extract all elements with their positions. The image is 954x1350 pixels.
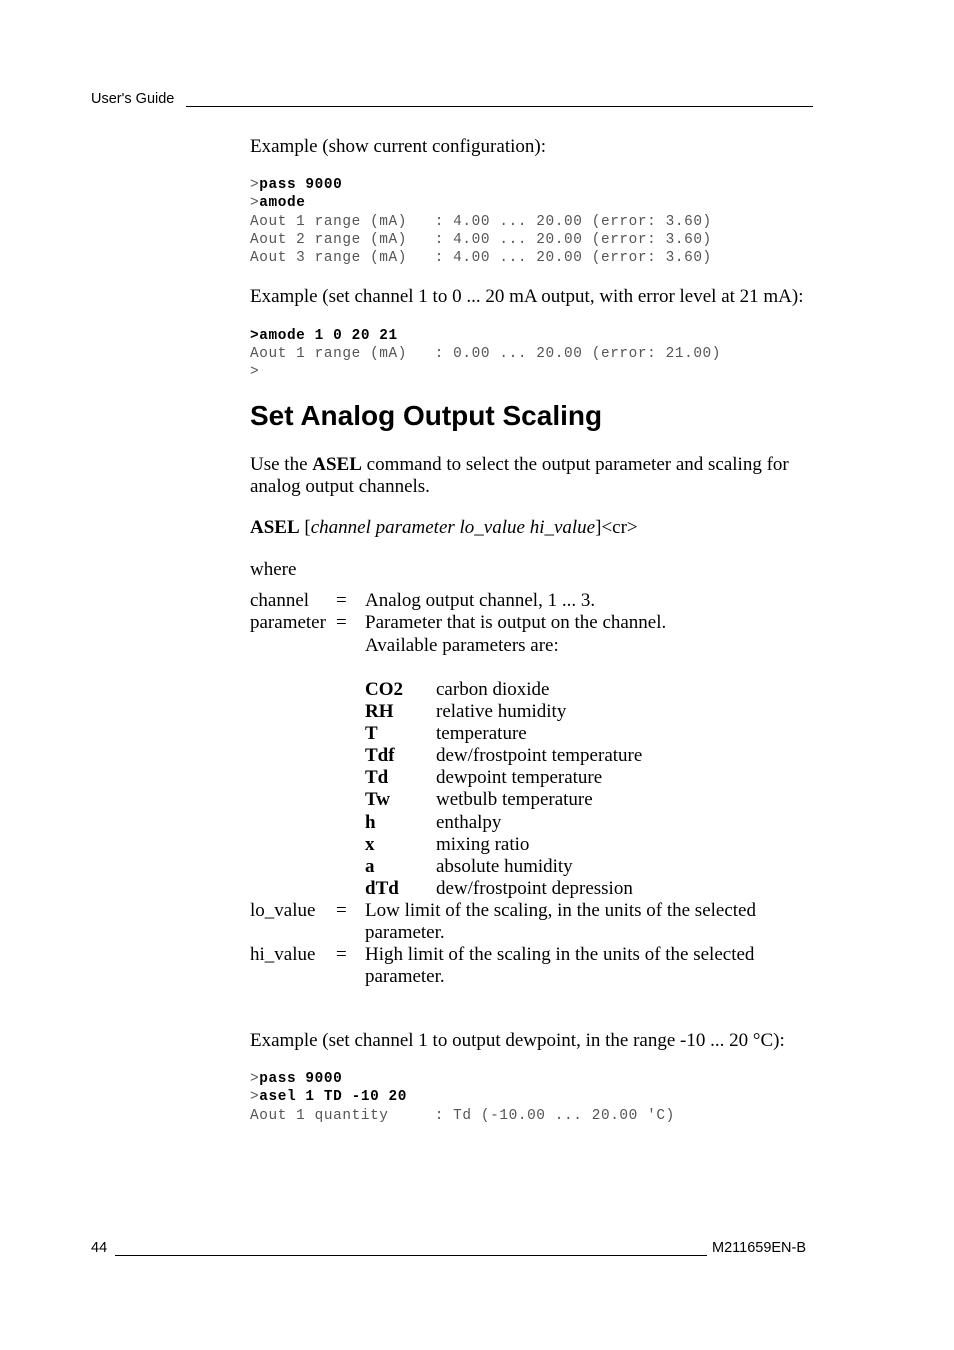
example-1-caption: Example (show current configuration): (250, 136, 546, 157)
example-2-output: Aout 1 range (mA) : 0.00 ... 20.00 (error: 21.00) (250, 346, 722, 362)
example-1-output-line: Aout 1 range (mA) : 4.00 ... 20.00 (error: 3.60) (250, 214, 712, 230)
def-desc-hi-value: High limit of the scaling in the units of the selected (365, 944, 755, 965)
example-3-output: Aout 1 quantity : Td (-10.00 ... 20.00 'C) (250, 1108, 675, 1124)
param-code: RH (365, 701, 394, 722)
def-equals: = (336, 900, 347, 921)
example-1-output-line: Aout 2 range (mA) : 4.00 ... 20.00 (error: 3.60) (250, 232, 712, 248)
section-title: Set Analog Output Scaling (250, 400, 603, 431)
example-3-caption: Example (set channel 1 to output dewpoint, in the range -10 ... 20 °C): (250, 1030, 785, 1051)
def-equals: = (336, 590, 347, 611)
def-desc-parameter: Parameter that is output on the channel. (365, 612, 667, 633)
param-desc: mixing ratio (436, 834, 530, 855)
def-desc-parameter-2: Available parameters are: (365, 635, 559, 656)
example-1-command-2: >amode (250, 195, 306, 211)
param-code: Td (365, 767, 389, 788)
example-1-output-line: Aout 3 range (mA) : 4.00 ... 20.00 (error: 3.60) (250, 250, 712, 266)
param-code: Tw (365, 789, 390, 810)
param-desc: relative humidity (436, 701, 567, 722)
page-number: 44 (91, 1240, 108, 1256)
example-3-command-1: >pass 9000 (250, 1071, 343, 1087)
def-term-channel: channel (250, 590, 310, 611)
param-desc: dew/frostpoint depression (436, 878, 633, 899)
param-desc: absolute humidity (436, 856, 573, 877)
example-1-command-1: >pass 9000 (250, 177, 343, 193)
running-header: User's Guide (91, 91, 175, 107)
where-label: where (250, 559, 297, 580)
footer-rule (115, 1255, 707, 1256)
document-id: M211659EN-B (712, 1240, 807, 1256)
param-code: a (365, 856, 375, 877)
example-2-command: >amode 1 0 20 21 (250, 328, 398, 344)
header-rule (186, 106, 813, 107)
def-term-hi-value: hi_value (250, 944, 316, 965)
param-code: dTd (365, 878, 399, 899)
param-desc: carbon dioxide (436, 679, 550, 700)
intro-line-2: analog output channels. (250, 476, 430, 497)
param-desc: dewpoint temperature (436, 767, 603, 788)
def-desc-channel: Analog output channel, 1 ... 3. (365, 590, 596, 611)
param-code: Tdf (365, 745, 395, 766)
example-2-prompt: > (250, 364, 260, 380)
syntax-line: ASEL [channel parameter lo_value hi_value]<cr> (250, 517, 638, 538)
def-term-parameter: parameter (250, 612, 326, 633)
param-desc: enthalpy (436, 812, 502, 833)
def-term-lo-value: lo_value (250, 900, 316, 921)
param-desc: wetbulb temperature (436, 789, 593, 810)
param-desc: temperature (436, 723, 527, 744)
def-desc-lo-value-2: parameter. (365, 922, 445, 943)
example-3-command-2: >asel 1 TD -10 20 (250, 1089, 408, 1105)
param-code: h (365, 812, 376, 833)
param-code: T (365, 723, 378, 744)
def-equals: = (336, 612, 347, 633)
param-desc: dew/frostpoint temperature (436, 745, 643, 766)
def-desc-hi-value-2: parameter. (365, 966, 445, 987)
example-2-caption: Example (set channel 1 to 0 ... 20 mA output, with error level at 21 mA): (250, 286, 804, 307)
param-code: x (365, 834, 375, 855)
param-code: CO2 (365, 679, 403, 700)
intro-line-1: Use the ASEL command to select the output parameter and scaling for (250, 454, 789, 475)
def-desc-lo-value: Low limit of the scaling, in the units of the selected (365, 900, 756, 921)
def-equals: = (336, 944, 347, 965)
